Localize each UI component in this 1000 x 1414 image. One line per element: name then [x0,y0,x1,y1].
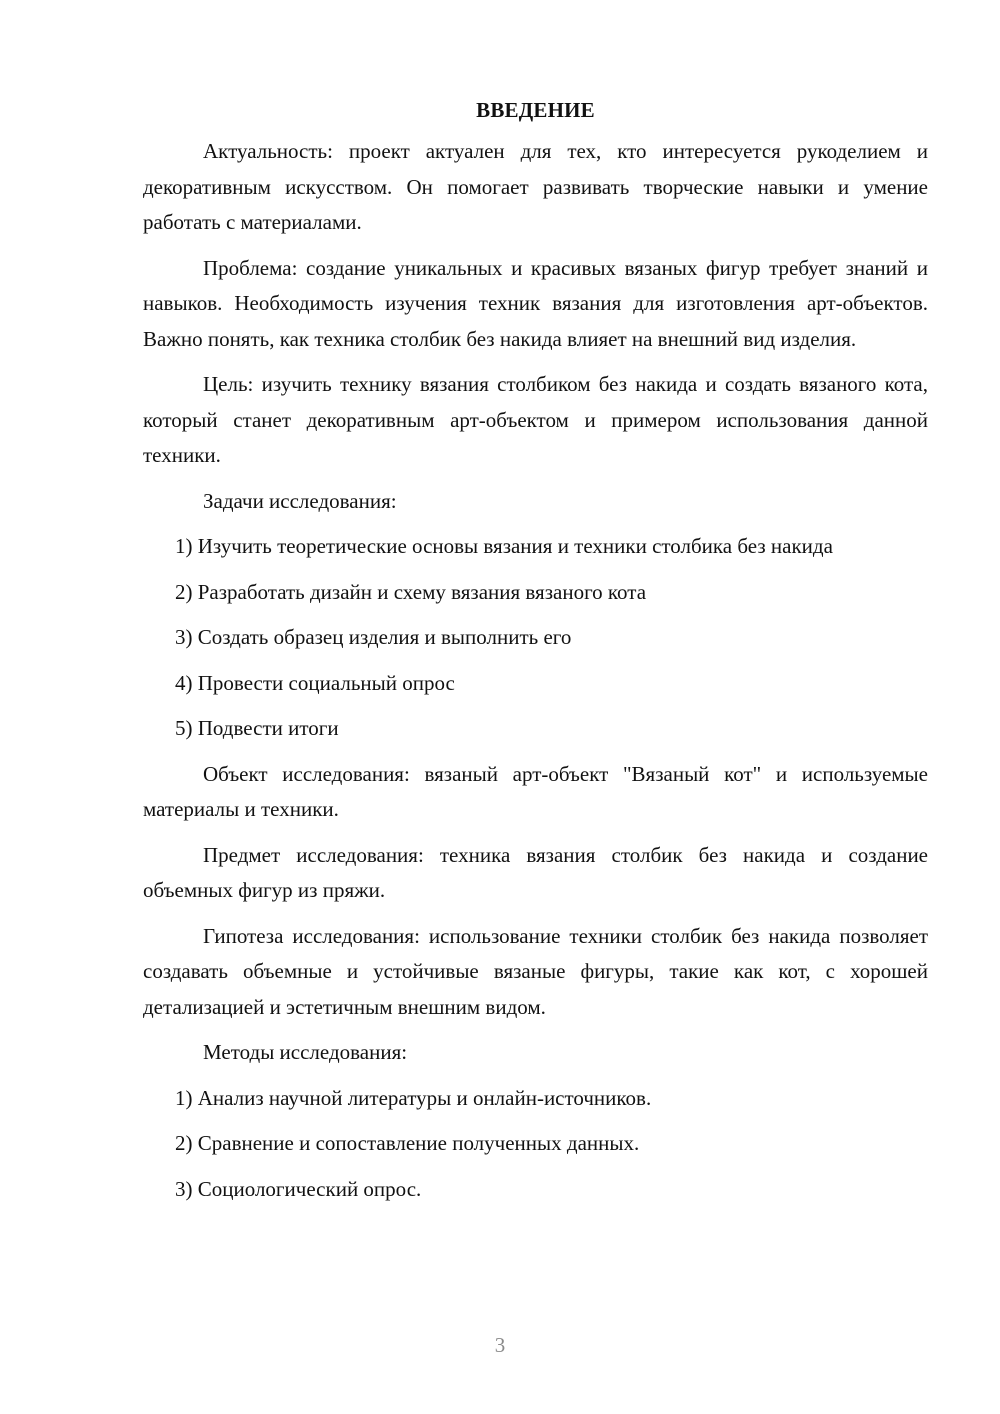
relevance-paragraph: Актуальность: проект актуален для тех, кто интересуется рукоделием и декоративным искусством. Он помогает развивать творческие навыки и умение работать с материалами. [143,139,928,234]
task-item-4: 4) Провести социальный опрос [175,670,455,695]
task-item-2: 2) Разработать дизайн и схему вязания вязаного кота [175,579,647,604]
methods-title: Методы исследования: [203,1040,408,1064]
task-item-3: 3) Создать образец изделия и выполнить его [175,625,572,649]
hypothesis-paragraph: Гипотеза исследования: использование техники столбик без накида позволяет создавать объемные и устойчивые вязаные фигуры, такие как кот, с хорошей детализацией и эстетичным внешним видом. [143,923,928,1019]
task-item-1: 1) Изучить теоретические основы вязания и техники столбика без накида [175,534,833,558]
method-item-3: 3) Социологический опрос. [175,1176,422,1201]
method-item-2: 2) Сравнение и сопоставление полученных данных. [175,1131,640,1155]
section-heading: ВВЕДЕНИЕ [476,98,595,122]
object-paragraph: Объект исследования: вязаный арт-объект "Вязаный кот" и используемые материалы и техники. [143,761,928,821]
page-number: 3 [494,1333,506,1357]
tasks-title: Задачи исследования: [203,488,397,513]
task-item-5: 5) Подвести итоги [175,716,339,740]
document-page [143,92,928,1217]
goal-paragraph: Цель: изучить технику вязания столбиком без накида и создать вязаного кота, который станет декоративным арт-объектом и примером использования данной техники. [143,372,928,467]
subject-paragraph: Предмет исследования: техника вязания столбик без накида и создание объемных фигур из пряжи. [143,842,928,902]
method-item-1: 1) Анализ научной литературы и онлайн-источников. [175,1085,652,1110]
problem-paragraph: Проблема: создание уникальных и красивых вязаных фигур требует знаний и навыков. Необходимость изучения техник вязания для изготовления арт-объектов. Важно понять, как техника столбик без накида влияет на внешний вид изделия. [143,255,928,351]
